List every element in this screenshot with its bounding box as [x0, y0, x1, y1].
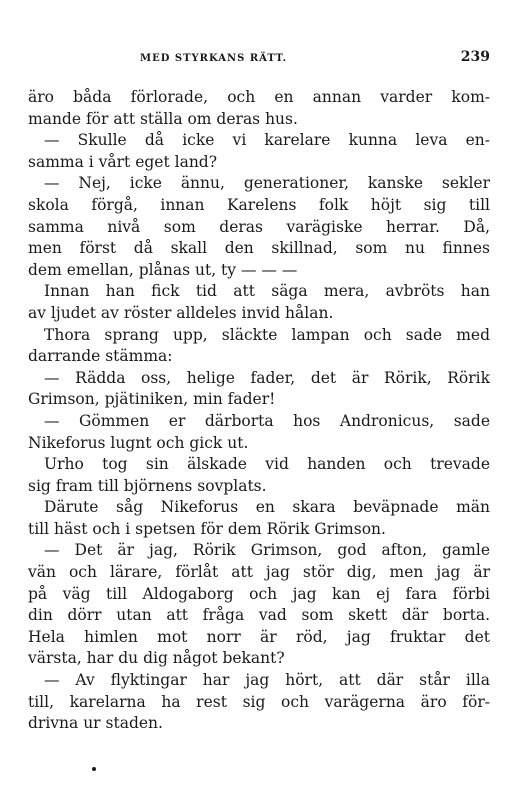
- text-line: — Det är jag, Rörik Grimson, god afton, gamle: [44, 541, 490, 560]
- text-line: Hela himlen mot norr är röd, jag fruktar det: [28, 627, 490, 646]
- text-line: Grimson, pjätiniken, min fader!: [28, 390, 276, 409]
- page-header: [28, 49, 490, 69]
- text-line: — Gömmen er därborta hos Andronicus, sade: [44, 411, 490, 430]
- text-line: din dörr utan att fråga vad som skett där borta.: [28, 606, 490, 625]
- text-line: mande för att ställa om deras hus.: [28, 109, 298, 128]
- text-line: darrande stämma:: [28, 347, 173, 366]
- text-line: Thora sprang upp, släckte lampan och sade med: [44, 325, 490, 344]
- footer-mark: [92, 767, 96, 771]
- text-line: samma nivå som deras varägiske herrar. Då,: [28, 217, 490, 236]
- text-line: — Nej, icke ännu, generationer, kanske sekler: [44, 174, 490, 193]
- text-line: av ljudet av röster alldeles invid hålan.: [28, 303, 334, 322]
- text-line: Därute såg Nikeforus en skara beväpnade män: [44, 498, 490, 517]
- text-line: Innan han fick tid att säga mera, avbröts han: [44, 282, 490, 301]
- text-line: till, karelarna ha rest sig och varägerna äro för-: [28, 692, 490, 711]
- text-line: Urho tog sin älskade vid handen och trevade: [44, 455, 490, 474]
- text-line: — Skulle då icke vi karelare kunna leva en-: [44, 131, 490, 150]
- text-line: värsta, har du dig något bekant?: [28, 649, 285, 668]
- text-line: Nikeforus lugnt och gick ut.: [28, 433, 249, 452]
- text-line: men först då skall den skillnad, som nu finnes: [28, 239, 490, 258]
- text-line: äro båda förlorade, och en annan varder kom-: [28, 88, 490, 106]
- text-line: — Av flyktingar har jag hört, att där står illa: [44, 671, 490, 690]
- text-line: skola förgå, innan Karelens folk höjt sig till: [28, 195, 490, 214]
- body-text: [28, 87, 490, 735]
- text-line: — Rädda oss, helige fader, det är Rörik, Rörik: [44, 368, 490, 387]
- text-line: sig fram till björnens sovplats.: [28, 476, 267, 495]
- text-line: samma i vårt eget land?: [28, 152, 218, 171]
- text-line: vän och lärare, förlåt att jag stör dig, men jag är: [28, 563, 490, 582]
- text-line: drivna ur staden.: [28, 714, 163, 733]
- running-title: MED STYRKANS RÄTT.: [140, 53, 288, 64]
- text-line: på väg till Aldogaborg och jag kan ej fara förbi: [28, 584, 490, 603]
- text-line: dem emellan, plånas ut, ty — — —: [28, 260, 298, 279]
- page-number: 239: [460, 49, 490, 65]
- text-line: till häst och i spetsen för dem Rörik Grimson.: [28, 519, 386, 538]
